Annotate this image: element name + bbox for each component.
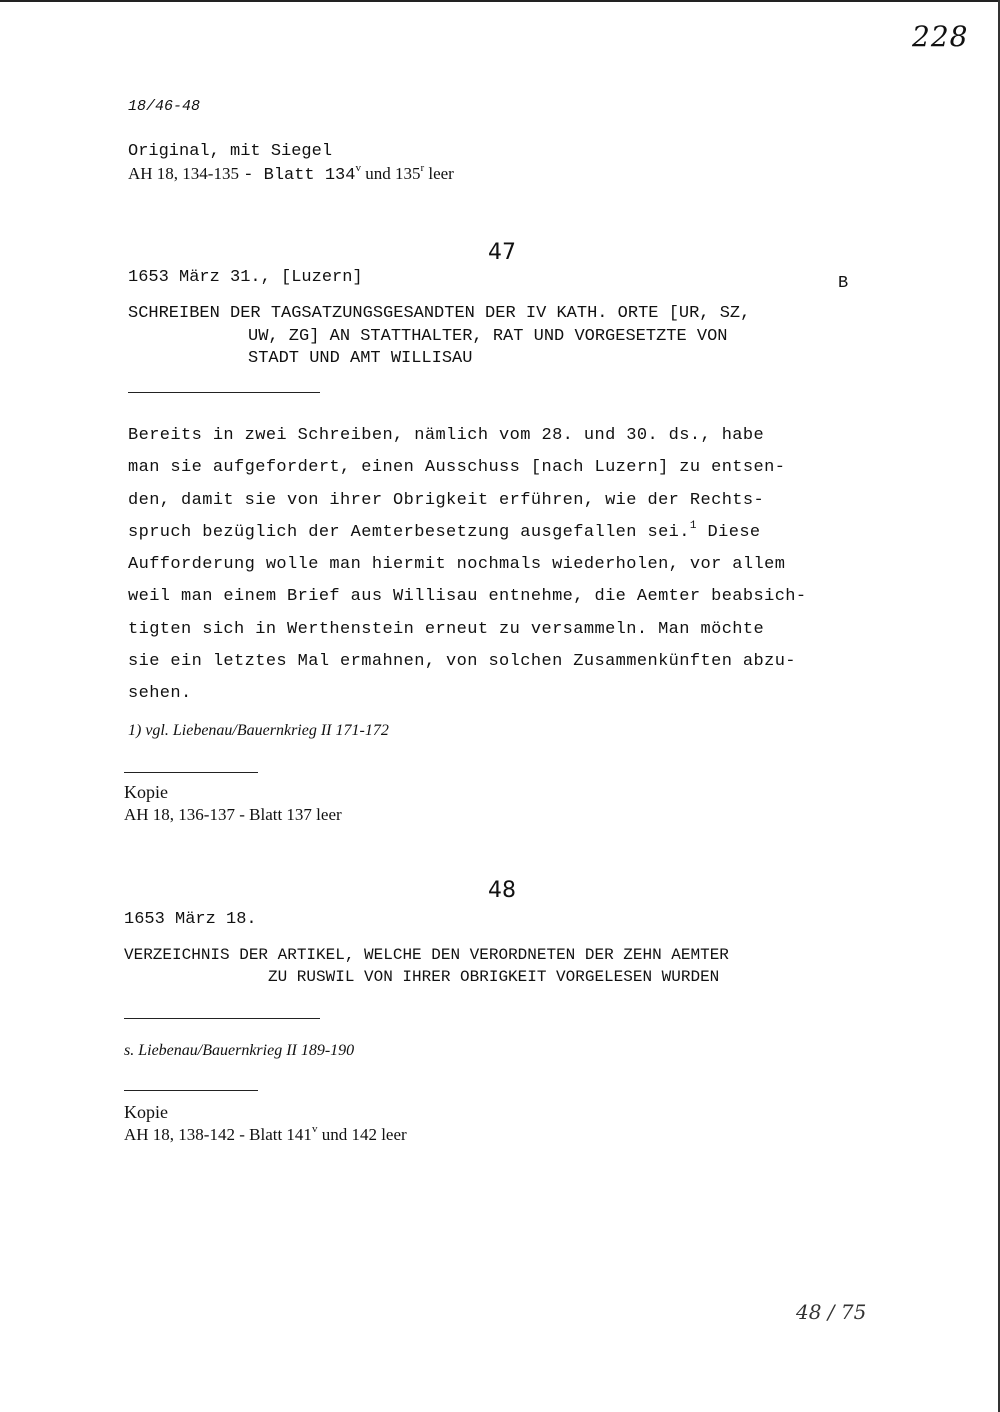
copy-label-48: Kopie <box>124 1102 168 1122</box>
separator-rule <box>128 392 320 393</box>
body-line-3: den, damit sie von ihrer Obrigkeit erführen, wie der Rechts- <box>128 490 765 510</box>
see-reference: s. Liebenau/Bauernkrieg II 189-190 <box>124 1042 355 1059</box>
handwritten-bottom-note: 48 / 75 <box>796 1300 867 1324</box>
page-top-edge <box>0 0 1000 2</box>
body-line-5: Aufforderung wolle man hiermit nochmals wiederholen, vor allem <box>128 555 786 575</box>
body-line-8: sie ein letztes Mal ermahnen, von solchen Zusammenkünften abzu- <box>128 652 796 672</box>
archive-reference-line <box>128 164 454 185</box>
body-line-9: sehen. <box>128 684 192 704</box>
doc-reference: 18/46-48 <box>128 98 201 115</box>
footnote-mark: 1 <box>689 519 697 532</box>
document-date: 1653 März 31., [Luzern] <box>128 268 363 287</box>
copy-ref-48-suffix: und 142 leer <box>317 1125 407 1144</box>
title-48-line-2: ZU RUSWIL VON IHRER OBRIGKEIT VORGELESEN WURDEN <box>268 968 720 986</box>
copy-reference-48 <box>124 1125 407 1145</box>
leer-text: leer <box>424 164 454 183</box>
und-135: und 135 <box>360 164 421 183</box>
copy-reference-47: AH 18, 136-137 - Blatt 137 leer <box>124 805 342 824</box>
title-line-2: UW, ZG] AN STATTHALTER, RAT UND VORGESETZTE VON <box>248 327 728 346</box>
sup-verso: v <box>355 162 361 174</box>
copy-label-47: Kopie <box>124 782 168 802</box>
blatt-134: - Blatt 134 <box>243 166 356 185</box>
copy-ref-48-prefix: AH 18, 138-142 - Blatt 141 <box>124 1125 312 1144</box>
body-line-7: tigten sich in Werthenstein erneut zu versammeln. Man möchte <box>128 619 765 639</box>
body-line-4 <box>128 517 908 549</box>
document-number-47: 47 <box>488 240 516 265</box>
handwritten-page-number: 228 <box>912 20 969 53</box>
body-line-1: Bereits in zwei Schreiben, nämlich vom 28. und 30. ds., habe <box>128 426 765 445</box>
body-line-4-text: spruch bezüglich der Aemterbesetzung ausgefallen sei. <box>128 522 690 542</box>
source-type: Original, mit Siegel <box>128 142 333 161</box>
document-number-48: 48 <box>488 878 516 903</box>
title-48-line-1: VERZEICHNIS DER ARTIKEL, WELCHE DEN VERORDNETEN DER ZEHN AEMTER <box>124 946 729 964</box>
footnote-separator <box>124 772 258 773</box>
document-date-48: 1653 März 18. <box>124 910 257 929</box>
separator-rule-48 <box>124 1018 320 1019</box>
title-line-1: SCHREIBEN DER TAGSATZUNGSGESANDTEN DER IV KATH. ORTE [UR, SZ, <box>128 304 751 323</box>
body-line-2: man sie aufgefordert, einen Ausschuss [nach Luzern] zu entsen- <box>128 458 786 478</box>
footnote: 1) vgl. Liebenau/Bauernkrieg II 171-172 <box>128 722 389 739</box>
sup-verso-48: v <box>311 1123 318 1135</box>
sup-recto: r <box>420 162 425 174</box>
body-paragraph <box>128 420 908 711</box>
document-letter: B <box>838 274 849 293</box>
archive-ref: AH 18, 134-135 <box>128 164 239 183</box>
reference-separator-48 <box>124 1090 258 1091</box>
body-line-6: weil man einem Brief aus Willisau entnehme, die Aemter beabsich- <box>128 587 807 607</box>
body-line-4-tail: Diese <box>696 522 761 542</box>
title-line-3: STADT UND AMT WILLISAU <box>248 349 473 368</box>
